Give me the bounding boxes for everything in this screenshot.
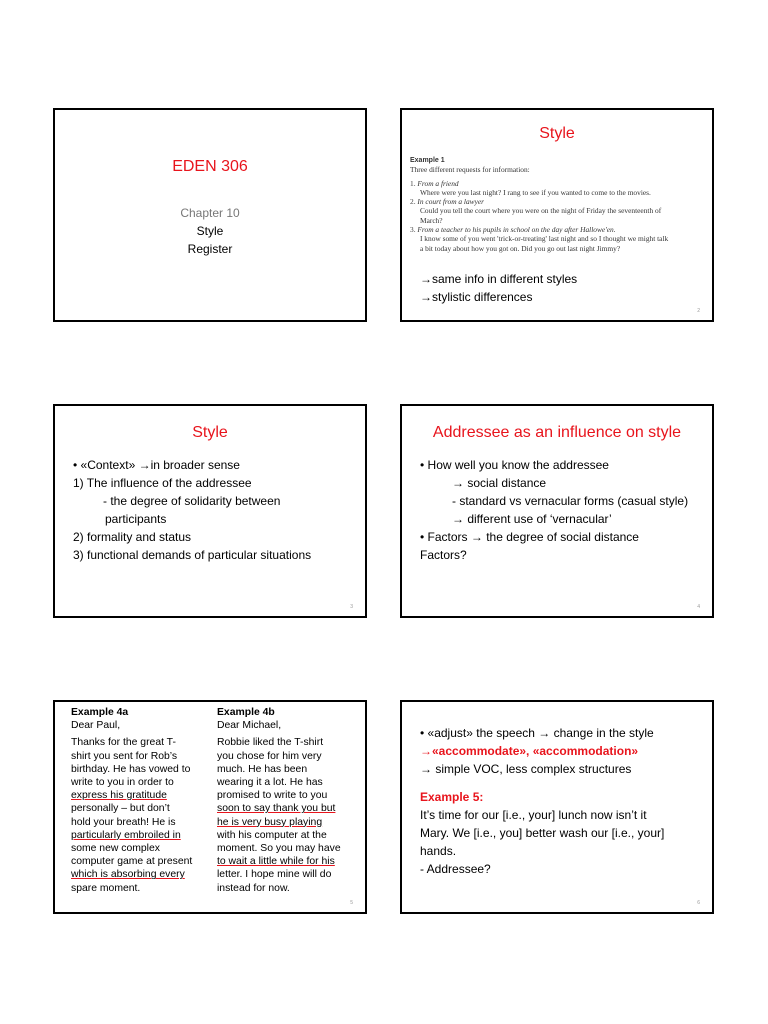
example-1-item-3-line: I know some of you went 'trick-or-treating' last night and so I thought we might talk [420,234,669,244]
slide-2 [400,108,714,322]
bullet-stylistic-differences: →stylistic differences [420,290,533,304]
example-1-text [410,156,668,253]
slide-6 [400,700,714,914]
line-different-use: → different use of ‘vernacular’ [452,512,612,526]
slide-1-line-register: Register [187,242,233,256]
example-4a-heading: Example 4a [71,707,129,718]
example-4a-line: spare moment. [71,882,141,894]
line-functional: 3) functional demands of particular situations [73,548,312,562]
page-number: 2 [697,308,700,314]
example-4b-line-underlined: he is very busy playing [217,816,323,828]
example-4b-line: you chose for him very [217,750,322,762]
line-context: • «Context» →in broader sense [73,458,240,472]
example-4b-line: wearing it a lot. He has [217,777,323,789]
example-4a-line-underlined: express his gratitude [71,790,167,802]
slide-1-chapter: Chapter 10 [180,206,240,220]
slide-1 [53,108,367,322]
example-1-item-1-line: Where were you last night? I rang to see if you wanted to come to the movies. [420,187,651,197]
example-1-item-2-line: Could you tell the court where you were on the night of Friday the seventeenth of [420,206,662,216]
line-factors-question: Factors? [420,548,467,562]
slide-2-bullets [420,270,577,306]
line-accommodate: →«accommodate», «accommodation» [420,744,639,758]
slide-2-title: Style [539,125,575,142]
example-4a-line: hold your breath! He is [71,816,176,828]
example-4b-line: much. He has been [217,763,308,775]
slide-1-line-style: Style [196,224,224,238]
slide-4 [400,404,714,618]
example-1-heading: Example 1 [410,157,445,164]
slide-1-title: EDEN 306 [172,158,248,175]
example-5-line: hands. [420,844,457,858]
page-number: 5 [350,900,353,906]
example-4b-line: letter. I hope mine will do [217,869,332,881]
example-4b-line: promised to write to you [217,790,328,802]
example-4a-line-underlined: which is absorbing every [71,869,185,881]
page-number: 4 [697,604,700,610]
slide-4-body [420,456,688,564]
example-1-item-3-line: a bit today about how you got on. Did you go out last night Jimmy? [420,243,621,253]
example-4a-line: Thanks for the great T- [71,737,176,749]
example-4b-line-underlined: to wait a little while for his [217,856,335,868]
slide-3 [53,404,367,618]
example-1-item-3: 3. From a teacher to his pupils in school on the day after Hallowe'en. [410,225,616,235]
example-4a-line: computer game at present [71,856,193,868]
example-5-heading: Example 5: [420,790,484,804]
line-social-distance: → social distance [452,476,547,490]
slide-3-body [73,456,311,564]
bullet-same-info: →same info in different styles [420,272,578,286]
line-simple-voc: → simple VOC, less complex structures [420,762,632,776]
example-4a-line: shirt you sent for Rob’s [71,750,178,762]
example-5-line: It’s time for our [i.e., your] lunch now isn’t it [420,808,647,822]
line-standard-vernacular: - standard vs vernacular forms (casual style) [452,494,689,508]
line-factors: • Factors → the degree of social distance [420,530,639,544]
example-4b-line: with his computer at the [217,829,327,841]
example-4b-heading: Example 4b [217,707,275,718]
example-4b-line: Robbie liked the T-shirt [217,737,324,749]
example-4a-line: birthday. He has vowed to [71,763,191,775]
example-4a-line: some new complex [71,843,160,855]
example-4a-line-underlined: particularly embroiled in [71,829,181,841]
example-4b-line-underlined: soon to say thank you but [217,803,336,815]
example-1-item-2: 2. In court from a lawyer [410,197,485,207]
slide-5 [53,700,367,914]
example-1-intro: Three different requests for information: [410,165,530,175]
line-adjust: • «adjust» the speech → change in the style [420,726,654,740]
line-participants: participants [105,512,167,526]
example-4b-line: instead for now. [217,882,290,894]
slide-6-body [420,724,664,878]
line-how-well: • How well you know the addressee [420,458,609,472]
line-influence: 1) The influence of the addressee [73,476,252,490]
line-addressee: - Addressee? [420,862,491,876]
example-4a-greeting: Dear Paul, [71,720,121,732]
example-1-item-1: 1. From a friend [410,178,459,188]
example-4a-column [71,706,192,895]
example-4b-greeting: Dear Michael, [217,720,282,732]
page-number: 3 [350,604,353,610]
example-4b-line: moment. So you may have [217,843,341,855]
example-5-line: Mary. We [i.e., you] better wash our [i.e., your] [420,826,665,840]
example-4b-column [217,706,341,895]
example-1-item-2-line: March? [420,215,443,225]
line-formality: 2) formality and status [73,530,192,544]
line-solidarity: - the degree of solidarity between [103,494,281,508]
page-number: 6 [697,900,700,906]
example-4a-line: write to you in order to [71,777,174,789]
slide-4-title: Addressee as an influence on style [432,424,682,441]
example-4a-line: personally – but don’t [71,803,170,815]
slide-3-title: Style [192,424,228,441]
